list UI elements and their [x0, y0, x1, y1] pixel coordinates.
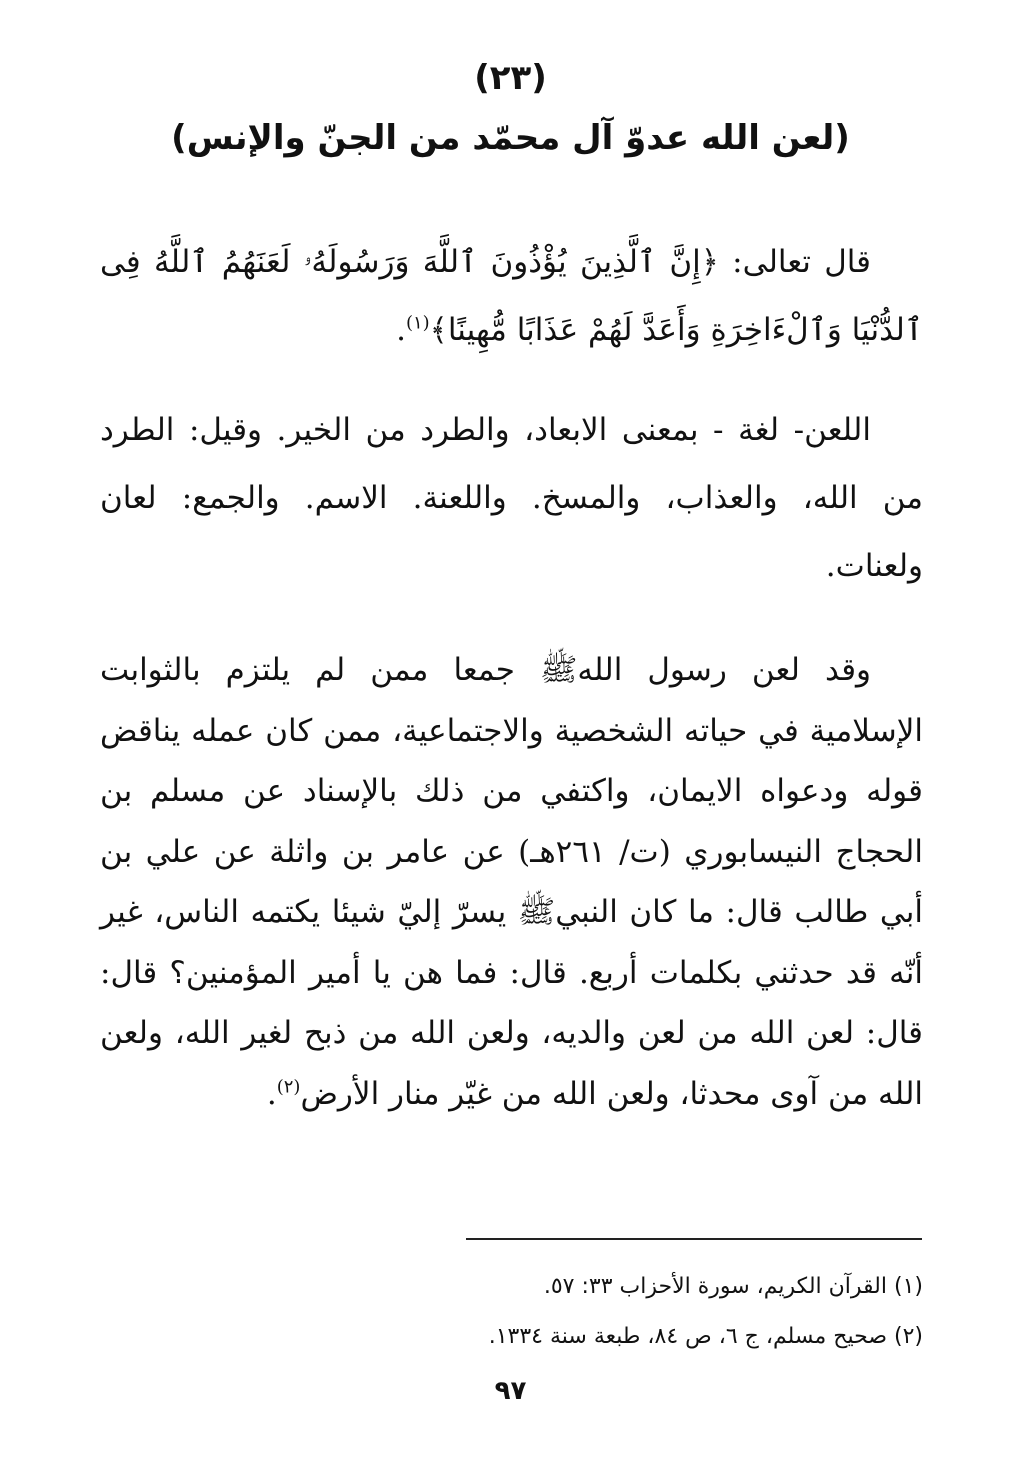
chapter-number: (٢٣) — [474, 58, 547, 98]
footnotes — [100, 1262, 923, 1362]
chapter-title: (لعن الله عدوّ آل محمّد من الجنّ والإنس) — [171, 118, 850, 158]
footnote-ref-2: (٢) — [276, 1076, 301, 1098]
hadith-paragraph — [100, 640, 923, 1124]
verse-text: ﴿إِنَّ ٱلَّذِينَ يُؤْذُونَ ٱللَّهَ وَرَسُولَهُۥ لَعَنَهُمُ ٱللَّهُ فِى ٱلدُّنْيَا وَٱلْءَاخِرَةِ وَأَعَدَّ لَهُمْ عَذَابًا مُّهِينًا﴾ — [100, 244, 923, 348]
hadith-text: وقد لعن رسول اللهﷺ جمعا ممن لم يلتزم بالثوابت الإسلامية في حياته الشخصية والاجتماعية، ممن كان عمله يناقض قوله ودعواه الايمان، واكتفي من ذلك بالإسناد عن مسلم بن الحجاج النيسابوري (ت/ ٢٦١هـ) عن عامر بن واثلة عن علي بن أبي طالب قال: ما كان النبيﷺ يسرّ إليّ شيئا يكتمه الناس، غير أنّه قد حدثني بكلمات أربع. قال: فما هن يا أمير المؤمنين؟ قال: قال: لعن الله من لعن والديه، ولعن الله من ذبح لغير الله، ولعن الله من آوى محدثا، ولعن الله من غيّر منار الأرض — [100, 652, 923, 1112]
lexical-text: اللعن- لغة - بمعنى الابعاد، والطرد من الخير. وقيل: الطرد من الله، والعذاب، والمسخ. واللعنة. الاسم. والجمع: لعان ولعنات. — [100, 412, 923, 584]
footnote-1: (١) القرآن الكريم، سورة الأحزاب ٣٣: ٥٧. — [543, 1274, 923, 1299]
footnote-separator — [466, 1238, 922, 1240]
verse-intro: قال تعالى: — [718, 244, 871, 280]
footnote-2: (٢) صحيح مسلم، ج ٦، ص ٨٤، طبعة سنة ١٣٣٤. — [488, 1324, 923, 1349]
quran-verse-paragraph — [100, 228, 923, 364]
hadith-end: . — [266, 1075, 277, 1112]
page-number: ٩٧ — [494, 1376, 527, 1406]
verse-end: . — [396, 312, 406, 348]
lexical-definition-paragraph — [100, 396, 923, 600]
footnote-ref-1: (١) — [405, 312, 430, 334]
